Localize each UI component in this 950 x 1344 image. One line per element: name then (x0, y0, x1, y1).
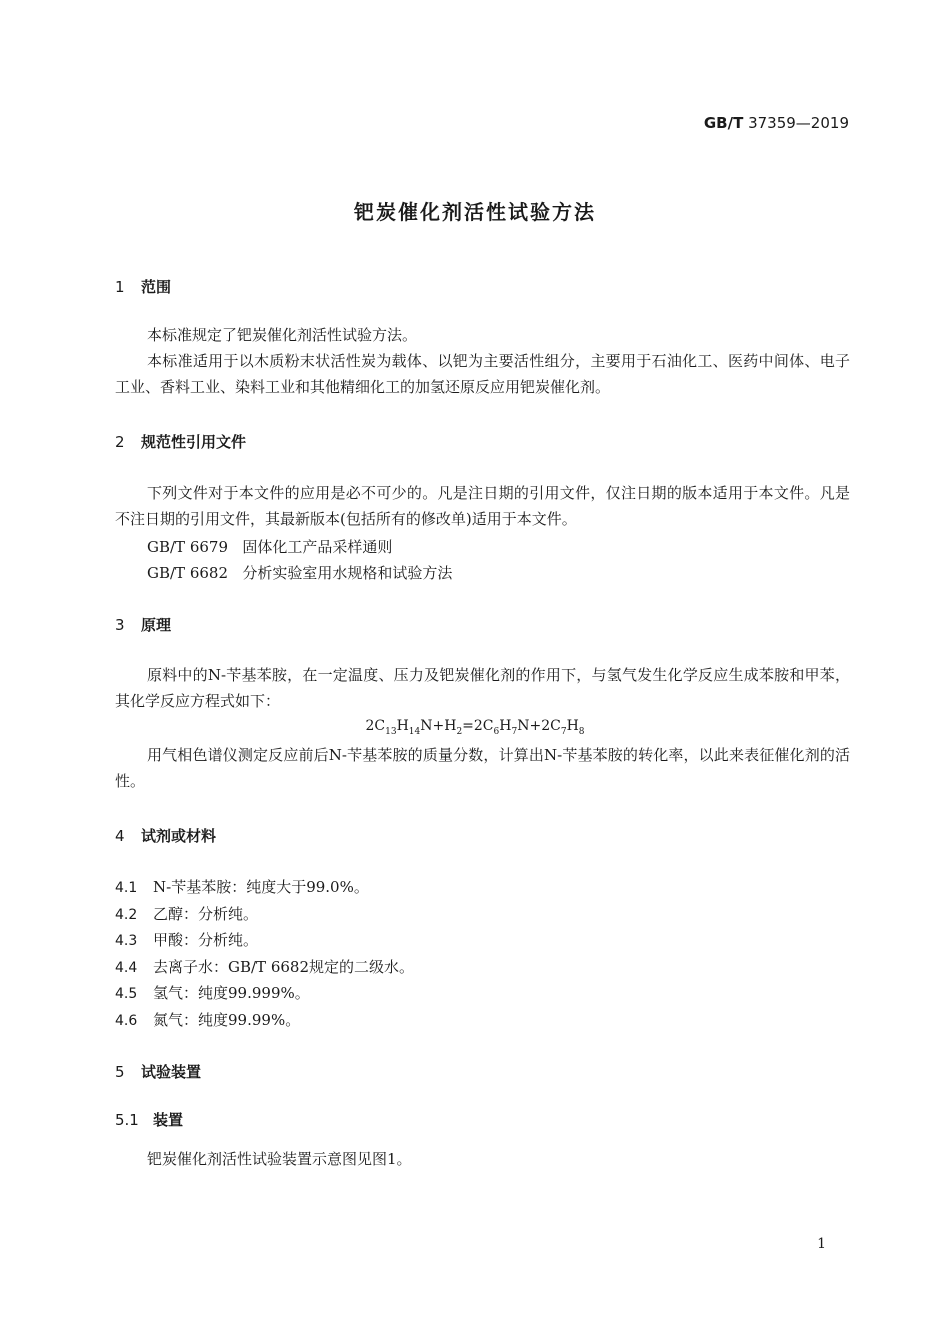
section-number: 2 (115, 433, 125, 451)
subsection-number: 5.1 (115, 1111, 139, 1129)
section-heading-4 (115, 825, 216, 846)
subsection-title: 装置 (153, 1111, 184, 1129)
chemical-equation: $2C_{13}H_{14}N+H_2=2C_6H_7N+2C_7H_8$ (365, 718, 585, 737)
item-text: 氮气：纯度99.99%。 (153, 1011, 301, 1029)
item-number: 4.2 (115, 907, 138, 923)
section-heading-3 (115, 614, 171, 635)
item-text: 甲酸：分析纯。 (153, 931, 259, 949)
paragraph: 下列文件对于本文件的应用是必不可少的。凡是注日期的引用文件，仅注日期的版本适用于本文件。凡是不注日期的引用文件，其最新版本(包括所有的修改单)适用于本文件。 (115, 484, 850, 528)
section-heading-2 (115, 431, 246, 452)
paragraph: 用气相色谱仪测定反应前后N-苄基苯胺的质量分数，计算出N-苄基苯胺的转化率，以此来表征催化剂的活性。 (115, 746, 850, 790)
list-item (115, 1009, 300, 1030)
item-text: 去离子水：GB/T 6682规定的二级水。 (153, 958, 415, 976)
item-number: 4.1 (115, 880, 138, 896)
section-title: 试验装置 (141, 1063, 202, 1081)
section-number: 3 (115, 616, 125, 634)
section-title: 范围 (141, 278, 172, 296)
paragraph: 钯炭催化剂活性试验装置示意图见图1。 (147, 1150, 412, 1168)
list-item (115, 929, 258, 950)
list-item (115, 903, 258, 924)
item-text: N-苄基苯胺：纯度大于99.0%。 (153, 878, 369, 896)
section-title: 原理 (141, 616, 172, 634)
item-number: 4.4 (115, 960, 138, 976)
list-item (115, 956, 414, 977)
paragraph: 本标准适用于以木质粉末状活性炭为载体、以钯为主要活性组分，主要用于石油化工、医药中间体、电子工业、香料工业、染料工业和其他精细化工的加氢还原反应用钯炭催化剂。 (115, 352, 850, 396)
standard-prefix: GB/T (703, 114, 744, 132)
standard-code (704, 114, 849, 132)
section-title: 规范性引用文件 (141, 433, 247, 451)
item-text: 氢气：纯度99.999%。 (153, 984, 310, 1002)
document-title: 钯炭催化剂活性试验方法 (354, 200, 596, 224)
reference-title: 固体化工产品采样通则 (242, 538, 393, 556)
reference-item (147, 562, 452, 583)
section-title: 试剂或材料 (141, 827, 217, 845)
subsection-heading (115, 1109, 183, 1130)
list-item (115, 876, 369, 897)
page-number: 1 (817, 1236, 826, 1252)
section-number: 1 (115, 278, 125, 296)
paragraph: 原料中的N-苄基苯胺，在一定温度、压力及钯炭催化剂的作用下，与氢气发生化学反应生成苯胺和甲苯，其化学反应方程式如下： (115, 666, 850, 710)
section-heading-5 (115, 1061, 201, 1082)
item-number: 4.3 (115, 933, 138, 949)
reference-code: GB/T 6682 (147, 564, 229, 582)
reference-code: GB/T 6679 (147, 538, 229, 556)
section-number: 5 (115, 1063, 125, 1081)
reference-item (147, 536, 392, 557)
item-text: 乙醇：分析纯。 (153, 905, 259, 923)
section-number: 4 (115, 827, 125, 845)
reference-title: 分析实验室用水规格和试验方法 (242, 564, 453, 582)
paragraph: 本标准规定了钯炭催化剂活性试验方法。 (147, 326, 418, 344)
item-number: 4.5 (115, 986, 138, 1002)
standard-number: 37359—2019 (748, 114, 849, 132)
item-number: 4.6 (115, 1013, 138, 1029)
list-item (115, 982, 310, 1003)
section-heading-1 (115, 276, 171, 297)
